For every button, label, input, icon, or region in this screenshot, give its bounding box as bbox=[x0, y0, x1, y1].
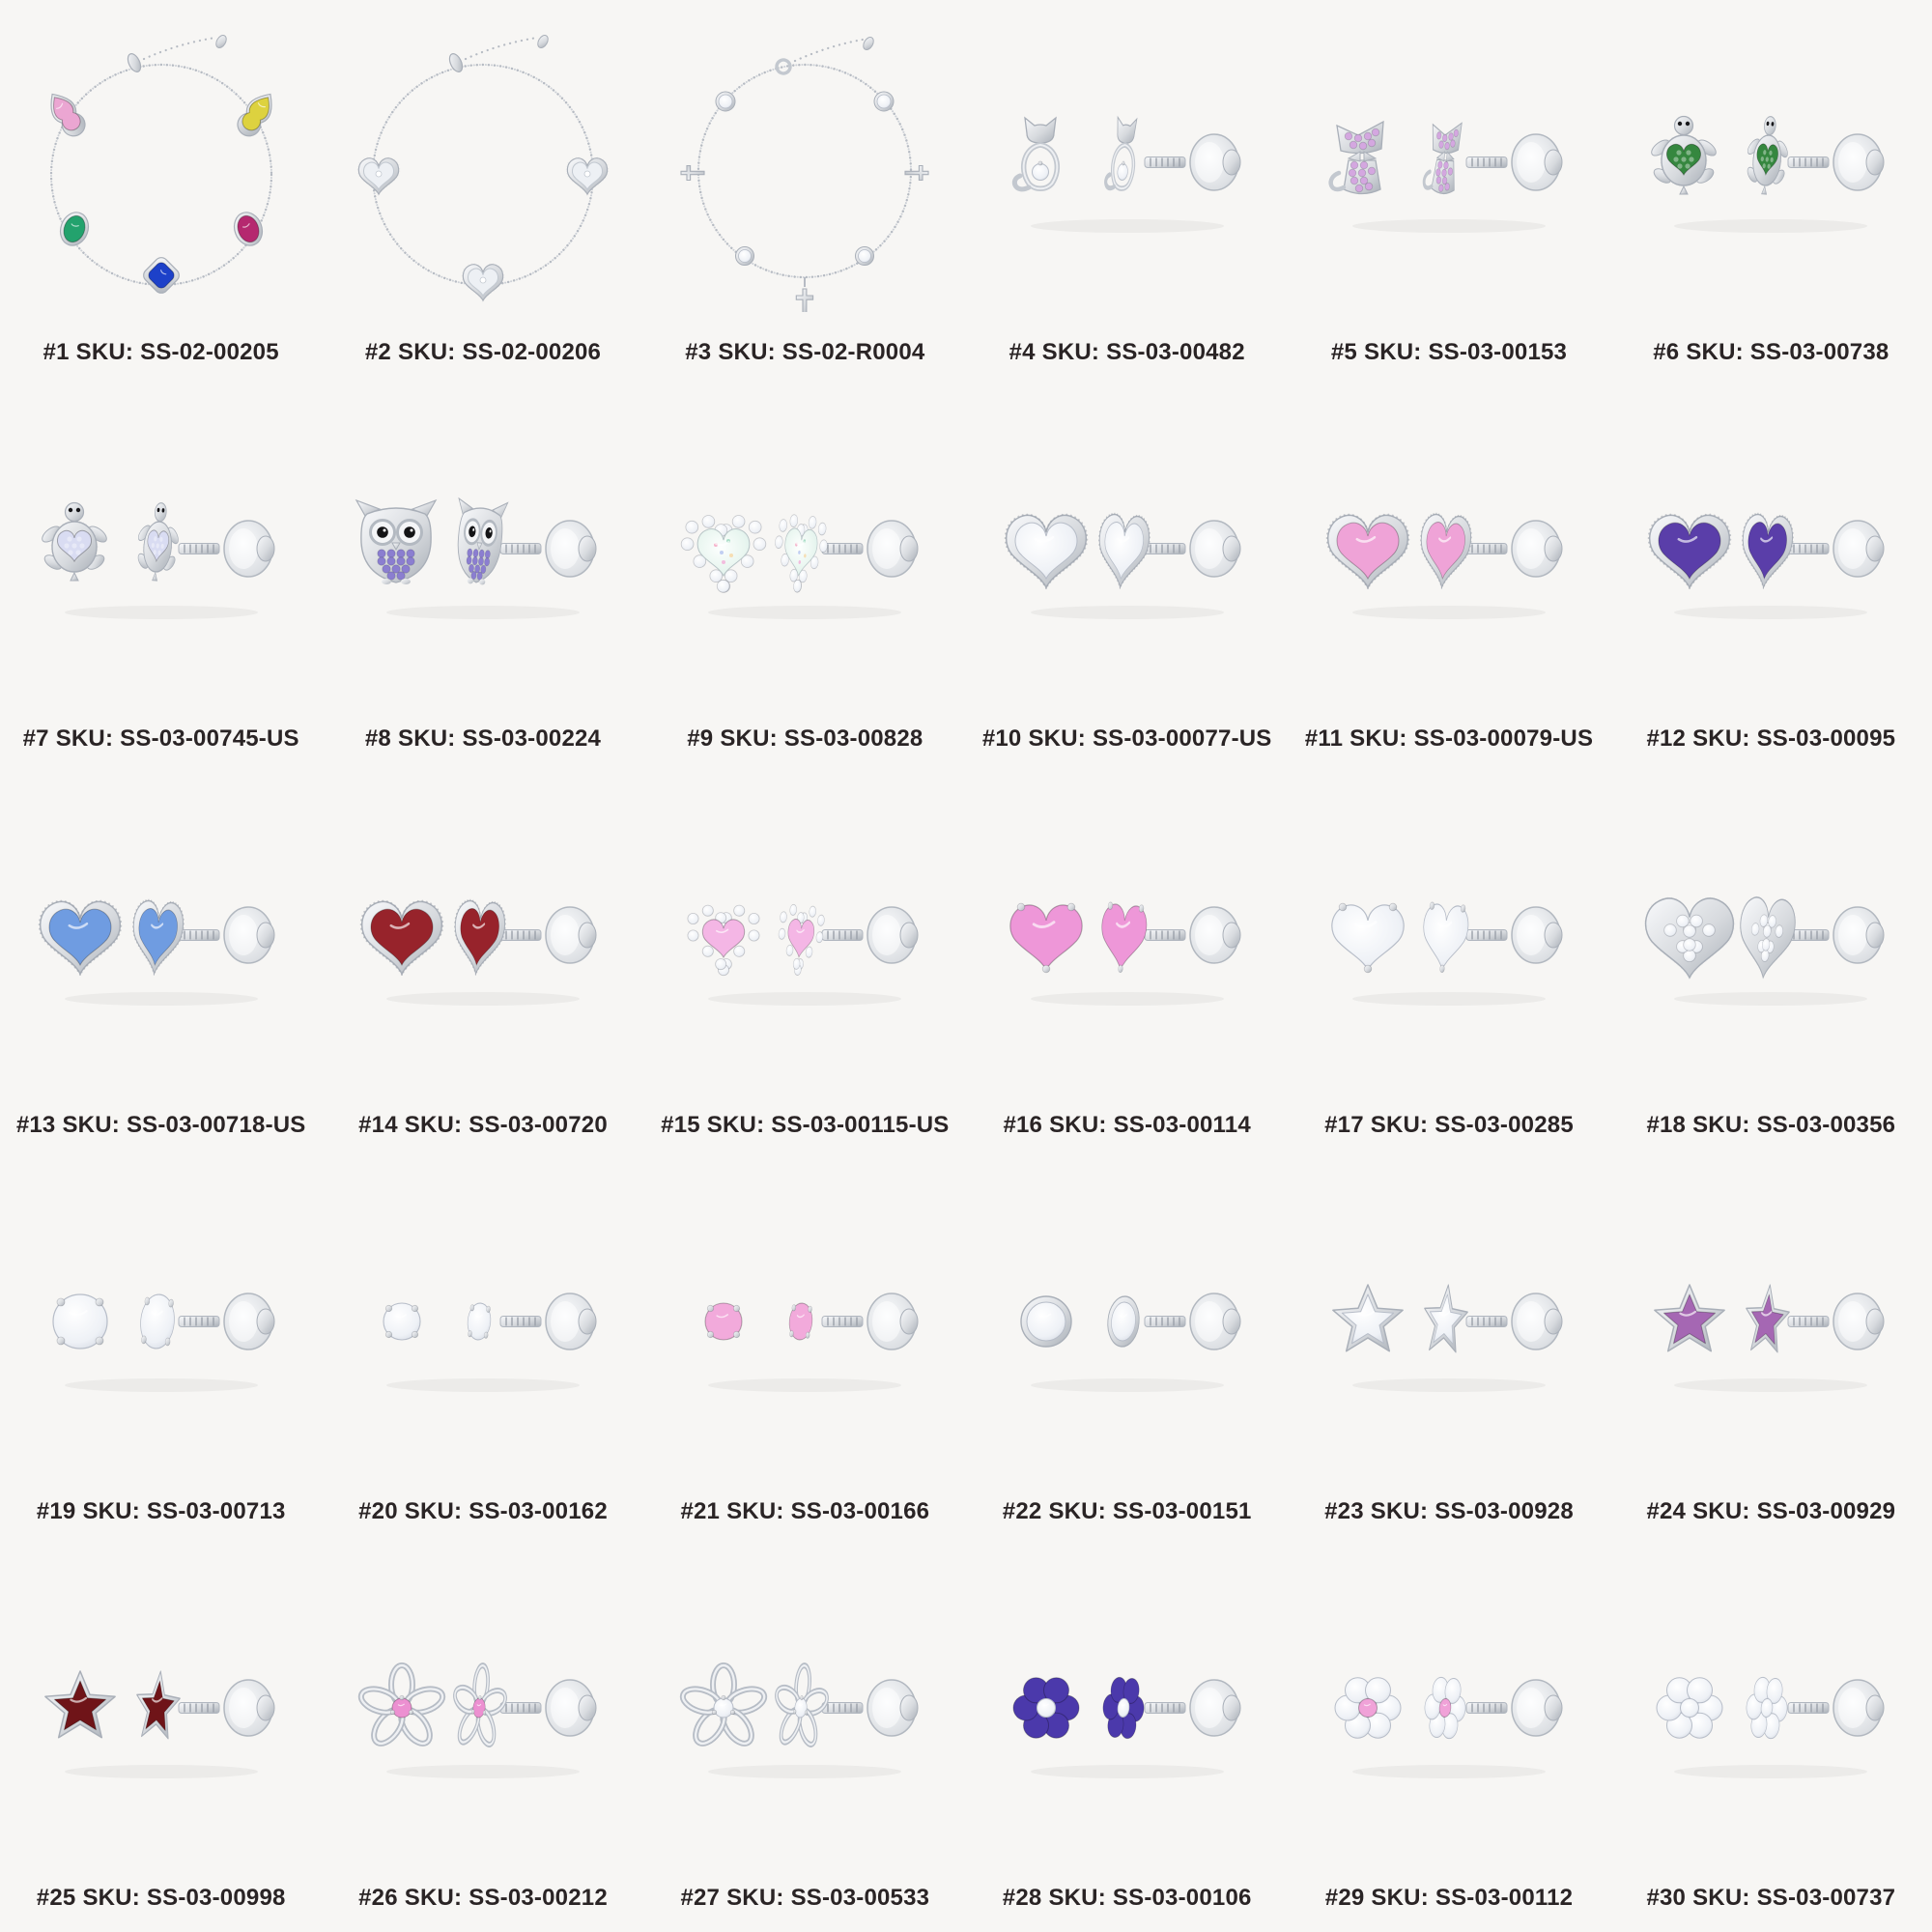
sku-prefix: SKU: bbox=[1692, 1497, 1750, 1524]
product-card bbox=[1610, 386, 1932, 773]
product-number: #29 bbox=[1324, 1884, 1365, 1911]
product-label bbox=[1610, 1113, 1932, 1138]
product-label bbox=[644, 1499, 966, 1524]
product-number: #22 bbox=[1002, 1497, 1042, 1524]
sku-code: SS-03-00077-US bbox=[1092, 724, 1272, 752]
sku-code: SS-03-00928 bbox=[1435, 1497, 1574, 1524]
product-label bbox=[0, 726, 322, 752]
sku-code: SS-03-00828 bbox=[783, 724, 923, 752]
product-card bbox=[322, 773, 643, 1159]
product-label bbox=[0, 340, 322, 365]
sku-code: SS-03-00533 bbox=[790, 1884, 930, 1911]
product-image bbox=[644, 0, 966, 325]
product-number: #2 bbox=[364, 338, 391, 365]
product-label bbox=[966, 726, 1288, 752]
product-label bbox=[1288, 340, 1609, 365]
product-label bbox=[1610, 1886, 1932, 1911]
product-number: #18 bbox=[1646, 1111, 1687, 1138]
sku-prefix: SKU: bbox=[1041, 338, 1100, 365]
product-label bbox=[322, 1499, 643, 1524]
product-card bbox=[644, 1546, 966, 1932]
heart-bezel-illustration bbox=[1626, 452, 1916, 645]
product-image bbox=[322, 0, 643, 325]
product-card bbox=[322, 0, 643, 386]
product-label bbox=[644, 726, 966, 752]
sku-prefix: SKU: bbox=[397, 724, 456, 752]
product-number: #3 bbox=[685, 338, 712, 365]
product-card bbox=[644, 0, 966, 386]
product-image bbox=[966, 0, 1288, 325]
product-label bbox=[0, 1113, 322, 1138]
product-label bbox=[644, 1886, 966, 1911]
anklet-cross-illustration bbox=[660, 13, 950, 312]
sku-code: SS-03-00151 bbox=[1112, 1497, 1252, 1524]
sku-code: SS-03-00079-US bbox=[1413, 724, 1594, 752]
product-image bbox=[1610, 1546, 1932, 1870]
product-number: #27 bbox=[680, 1884, 721, 1911]
product-number: #4 bbox=[1009, 338, 1036, 365]
product-card bbox=[322, 1546, 643, 1932]
sku-code: SS-03-00212 bbox=[469, 1884, 608, 1911]
product-image bbox=[1288, 386, 1609, 711]
sku-prefix: SKU: bbox=[1370, 1111, 1429, 1138]
product-card bbox=[1610, 0, 1932, 386]
product-number: #20 bbox=[358, 1497, 398, 1524]
star-bezel-illustration bbox=[1304, 1225, 1594, 1418]
product-number: #8 bbox=[364, 724, 391, 752]
product-card bbox=[644, 1159, 966, 1546]
product-label bbox=[966, 340, 1288, 365]
product-image bbox=[322, 386, 643, 711]
sku-prefix: SKU: bbox=[726, 1497, 784, 1524]
product-number: #14 bbox=[358, 1111, 398, 1138]
sku-prefix: SKU: bbox=[82, 1884, 140, 1911]
product-image bbox=[1288, 1159, 1609, 1484]
product-image bbox=[644, 1546, 966, 1870]
product-number: #10 bbox=[981, 724, 1022, 752]
sku-code: SS-03-00998 bbox=[146, 1884, 286, 1911]
sku-prefix: SKU: bbox=[1692, 724, 1750, 752]
sku-prefix: SKU: bbox=[718, 338, 776, 365]
product-image bbox=[0, 1546, 322, 1870]
product-number: #12 bbox=[1646, 724, 1687, 752]
sku-code: SS-02-00205 bbox=[140, 338, 279, 365]
bracelet-gems-illustration bbox=[16, 13, 306, 312]
flower-cluster-illustration bbox=[982, 1611, 1272, 1804]
sku-prefix: SKU: bbox=[404, 1111, 463, 1138]
product-image bbox=[966, 386, 1288, 711]
product-card bbox=[1610, 1159, 1932, 1546]
sku-code: SS-03-00166 bbox=[790, 1497, 930, 1524]
sku-prefix: SKU: bbox=[1028, 724, 1086, 752]
sku-code: SS-03-00738 bbox=[1749, 338, 1889, 365]
sku-prefix: SKU: bbox=[720, 724, 778, 752]
product-image bbox=[1288, 0, 1609, 325]
sku-code: SS-03-00737 bbox=[1756, 1884, 1896, 1911]
round-prong-sm-illustration bbox=[338, 1225, 628, 1418]
product-image bbox=[1288, 1546, 1609, 1870]
sku-prefix: SKU: bbox=[1371, 1884, 1429, 1911]
product-label bbox=[322, 726, 643, 752]
product-card bbox=[322, 386, 643, 773]
product-label bbox=[322, 340, 643, 365]
product-card bbox=[644, 773, 966, 1159]
sku-code: SS-02-R0004 bbox=[781, 338, 925, 365]
product-number: #6 bbox=[1653, 338, 1680, 365]
product-card bbox=[1288, 1546, 1609, 1932]
cat-pave-illustration bbox=[1304, 66, 1594, 259]
product-card bbox=[644, 386, 966, 773]
product-number: #30 bbox=[1646, 1884, 1687, 1911]
sku-prefix: SKU: bbox=[1350, 724, 1407, 752]
round-prong-sm-illustration bbox=[660, 1225, 950, 1418]
turtle-illustration bbox=[1626, 66, 1916, 259]
product-label bbox=[1288, 1113, 1609, 1138]
product-card bbox=[0, 1546, 322, 1932]
sku-prefix: SKU: bbox=[404, 1497, 463, 1524]
product-number: #13 bbox=[15, 1111, 56, 1138]
heart-bezel-illustration bbox=[16, 838, 306, 1032]
product-number: #24 bbox=[1646, 1497, 1687, 1524]
product-image bbox=[1288, 773, 1609, 1097]
flower-open-illustration bbox=[660, 1611, 950, 1804]
product-label bbox=[644, 340, 966, 365]
product-label bbox=[966, 1113, 1288, 1138]
product-card bbox=[0, 1159, 322, 1546]
product-image bbox=[966, 1159, 1288, 1484]
product-number: #15 bbox=[661, 1111, 700, 1138]
sku-code: SS-03-00224 bbox=[462, 724, 602, 752]
product-card bbox=[966, 1546, 1288, 1932]
heart-bezel-illustration bbox=[1304, 452, 1594, 645]
flower-cluster-illustration bbox=[1304, 1611, 1594, 1804]
sku-prefix: SKU: bbox=[1048, 1884, 1106, 1911]
product-card bbox=[0, 773, 322, 1159]
product-label bbox=[644, 1113, 966, 1138]
product-image bbox=[644, 1159, 966, 1484]
product-number: #26 bbox=[358, 1884, 398, 1911]
product-card bbox=[1288, 0, 1609, 386]
product-card bbox=[966, 386, 1288, 773]
sku-prefix: SKU: bbox=[1692, 1884, 1750, 1911]
sku-prefix: SKU: bbox=[404, 1884, 463, 1911]
product-card bbox=[322, 1159, 643, 1546]
star-bezel-illustration bbox=[16, 1611, 306, 1804]
product-label bbox=[322, 1886, 643, 1911]
turtle-illustration bbox=[16, 452, 306, 645]
product-label bbox=[1288, 1499, 1609, 1524]
product-label bbox=[322, 1113, 643, 1138]
product-number: #28 bbox=[1002, 1884, 1042, 1911]
product-label bbox=[1610, 1499, 1932, 1524]
sku-code: SS-03-00482 bbox=[1106, 338, 1245, 365]
sku-code: SS-03-00929 bbox=[1756, 1497, 1896, 1524]
product-label bbox=[1610, 340, 1932, 365]
product-label bbox=[1288, 726, 1609, 752]
round-prong-lg-illustration bbox=[16, 1225, 306, 1418]
sku-prefix: SKU: bbox=[1686, 338, 1744, 365]
product-image bbox=[1610, 386, 1932, 711]
product-card bbox=[966, 773, 1288, 1159]
product-number: #16 bbox=[1003, 1111, 1043, 1138]
product-image bbox=[1610, 0, 1932, 325]
product-label bbox=[966, 1499, 1288, 1524]
product-card bbox=[966, 0, 1288, 386]
product-number: #25 bbox=[36, 1884, 76, 1911]
heart-bezel-illustration bbox=[982, 452, 1272, 645]
heart-bezel-illustration bbox=[338, 838, 628, 1032]
product-image bbox=[0, 0, 322, 325]
product-number: #11 bbox=[1304, 724, 1344, 752]
product-card bbox=[1288, 1159, 1609, 1546]
sku-code: SS-03-00095 bbox=[1756, 724, 1896, 752]
cat-outline-illustration bbox=[982, 66, 1272, 259]
product-label bbox=[0, 1499, 322, 1524]
product-card bbox=[0, 386, 322, 773]
sku-prefix: SKU: bbox=[1048, 1497, 1106, 1524]
star-bezel-illustration bbox=[1626, 1225, 1916, 1418]
product-number: #17 bbox=[1324, 1111, 1364, 1138]
sku-prefix: SKU: bbox=[1692, 1111, 1750, 1138]
sku-code: SS-03-00720 bbox=[469, 1111, 608, 1138]
owl-illustration bbox=[338, 452, 628, 645]
product-image bbox=[0, 1159, 322, 1484]
product-image bbox=[322, 1159, 643, 1484]
product-image bbox=[966, 773, 1288, 1097]
sku-prefix: SKU: bbox=[82, 1497, 140, 1524]
sku-code: SS-03-00114 bbox=[1113, 1111, 1251, 1138]
product-image bbox=[1610, 1159, 1932, 1484]
sku-prefix: SKU: bbox=[1370, 1497, 1429, 1524]
heart-prong-illustration bbox=[982, 838, 1272, 1032]
product-card bbox=[1610, 1546, 1932, 1932]
sku-code: SS-03-00162 bbox=[469, 1497, 608, 1524]
heart-pave-illustration bbox=[1626, 838, 1916, 1032]
sku-prefix: SKU: bbox=[62, 1111, 120, 1138]
sku-prefix: SKU: bbox=[55, 724, 114, 752]
product-label bbox=[1288, 1886, 1609, 1911]
product-image bbox=[644, 773, 966, 1097]
sku-code: SS-03-00718-US bbox=[126, 1111, 306, 1138]
product-number: #1 bbox=[43, 338, 70, 365]
product-number: #19 bbox=[36, 1497, 76, 1524]
product-number: #7 bbox=[22, 724, 49, 752]
sku-code: SS-03-00112 bbox=[1435, 1884, 1574, 1911]
product-label bbox=[1610, 726, 1932, 752]
product-card bbox=[1610, 773, 1932, 1159]
sku-code: SS-03-00285 bbox=[1435, 1111, 1574, 1138]
product-number: #21 bbox=[680, 1497, 721, 1524]
product-card bbox=[1288, 773, 1609, 1159]
sku-code: SS-02-00206 bbox=[462, 338, 602, 365]
product-image bbox=[0, 773, 322, 1097]
round-bezel-illustration bbox=[982, 1225, 1272, 1418]
bracelet-hearts-illustration bbox=[338, 13, 628, 312]
sku-code: SS-03-00745-US bbox=[120, 724, 299, 752]
product-image bbox=[322, 773, 643, 1097]
product-card bbox=[966, 1159, 1288, 1546]
product-card bbox=[1288, 386, 1609, 773]
heart-halo-opal-illustration bbox=[660, 452, 950, 645]
product-number: #9 bbox=[687, 724, 714, 752]
product-image bbox=[322, 1546, 643, 1870]
flower-cluster-illustration bbox=[1626, 1611, 1916, 1804]
product-image bbox=[644, 386, 966, 711]
product-image bbox=[0, 386, 322, 711]
sku-code: SS-03-00106 bbox=[1112, 1884, 1252, 1911]
sku-prefix: SKU: bbox=[75, 338, 134, 365]
sku-code: SS-03-00153 bbox=[1428, 338, 1568, 365]
sku-prefix: SKU: bbox=[397, 338, 456, 365]
sku-code: SS-03-00713 bbox=[146, 1497, 286, 1524]
product-label bbox=[0, 1886, 322, 1911]
product-label bbox=[966, 1886, 1288, 1911]
product-image bbox=[966, 1546, 1288, 1870]
flower-open-illustration bbox=[338, 1611, 628, 1804]
sku-code: SS-03-00115-US bbox=[771, 1111, 950, 1138]
heart-halo-illustration bbox=[660, 838, 950, 1032]
sku-prefix: SKU: bbox=[1363, 338, 1422, 365]
product-image bbox=[1610, 773, 1932, 1097]
product-card bbox=[0, 0, 322, 386]
product-number: #5 bbox=[1330, 338, 1357, 365]
sku-prefix: SKU: bbox=[726, 1884, 784, 1911]
heart-prong-illustration bbox=[1304, 838, 1594, 1032]
sku-prefix: SKU: bbox=[1049, 1111, 1107, 1138]
product-number: #23 bbox=[1324, 1497, 1364, 1524]
sku-prefix: SKU: bbox=[706, 1111, 765, 1138]
sku-code: SS-03-00356 bbox=[1756, 1111, 1896, 1138]
